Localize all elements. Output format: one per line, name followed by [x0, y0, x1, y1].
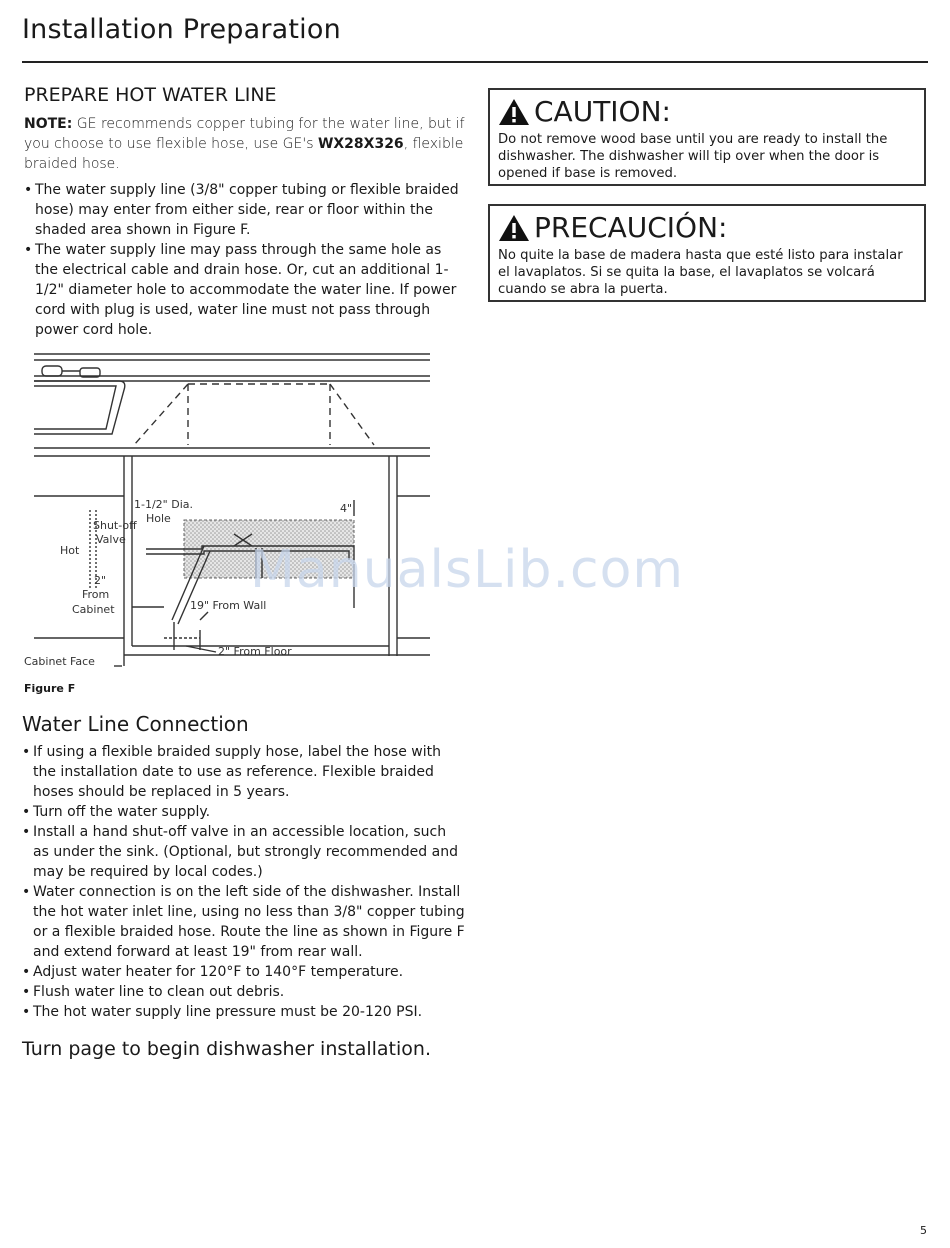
page-title: Installation Preparation: [22, 14, 341, 45]
label-from: From: [82, 588, 110, 601]
water-line-section: [22, 712, 466, 1022]
label-from-floor: 2" From Floor: [218, 645, 292, 658]
precaucion-box: [488, 204, 926, 302]
note-text-2: , flexible braided hose.: [24, 136, 464, 172]
warning-triangle-icon: [498, 214, 530, 242]
list-item: • The water supply line (3/8" copper tubing or flexible braided hose) may enter from either side, rear or floor within the shaded area shown in Figure F.: [24, 180, 466, 240]
note-part-number: WX28X326: [317, 136, 404, 152]
cabinet-diagram: [24, 350, 434, 672]
list-item: • The water supply line may pass through the same hole as the electrical cable and drain hose. Or, cut an additional 1-1/2" diameter hole to accommodate the water line. If power cord with plug is used, water line must not pass through power cord hole.: [24, 240, 466, 340]
label-cabinet: Cabinet: [72, 603, 115, 616]
list-item: • Flush water line to clean out debris.: [22, 982, 466, 1002]
note-text-1: GE recommends copper tubing for the water line, but if you choose to use flexible hose, use GE's: [24, 116, 465, 152]
list-item: • Install a hand shut-off valve in an accessible location, such as under the sink. (Optional, but strongly recommended and may be required by local codes.): [22, 822, 466, 882]
label-valve: Valve: [96, 533, 126, 546]
caution-header: [498, 94, 916, 130]
label-four-inch: 4": [340, 502, 353, 515]
title-rule: [22, 61, 928, 63]
caution-title: CAUTION:: [534, 95, 671, 128]
water-line-heading: Water Line Connection: [22, 712, 249, 736]
label-hole: Hole: [146, 512, 171, 525]
prepare-section: [24, 84, 466, 340]
label-two-inch: 2": [94, 574, 107, 587]
precaucion-header: [498, 210, 916, 246]
figure-f-diagram: [24, 350, 434, 672]
list-item: • Water connection is on the left side of the dishwasher. Install the hot water inlet line, using no less than 3/8" copper tubing or a flexible braided hose. Route the line as shown in Figure F and extend forward at least 19" from rear wall.: [22, 882, 466, 962]
precaucion-title: PRECAUCIÓN:: [534, 211, 728, 244]
label-hot: Hot: [60, 544, 80, 557]
figure-caption: Figure F: [24, 682, 76, 695]
list-item: • The hot water supply line pressure must be 20-120 PSI.: [22, 1002, 466, 1022]
page-number: 5: [920, 1224, 927, 1237]
prepare-bullets: [24, 180, 466, 340]
precaucion-text: No quite la base de madera hasta que esté listo para instalar el lavaplatos. Si se quita la base, el lavaplatos se volcará cuando se abra la puerta.: [498, 248, 903, 297]
note-label: NOTE:: [24, 116, 73, 132]
list-item: • If using a flexible braided supply hose, label the hose with the installation date to use as reference. Flexible braided hoses should be replaced in 5 years.: [22, 742, 466, 802]
closing-instruction: Turn page to begin dishwasher installation.: [22, 1038, 431, 1060]
list-item: • Turn off the water supply.: [22, 802, 466, 822]
label-shutoff: Shut-off: [93, 519, 137, 532]
caution-box: [488, 88, 926, 186]
label-cabinet-face: Cabinet Face: [24, 655, 95, 668]
list-item: • Adjust water heater for 120°F to 140°F temperature.: [22, 962, 466, 982]
watermark: ManualsLib.com: [250, 540, 685, 600]
label-from-wall: 19" From Wall: [190, 599, 267, 612]
water-line-bullets: [22, 742, 466, 1022]
warning-triangle-icon: [498, 98, 530, 126]
caution-text: Do not remove wood base until you are ready to install the dishwasher. The dishwasher will tip over when the door is opened if base is removed.: [498, 132, 888, 181]
prepare-note: [24, 114, 466, 174]
prepare-heading: PREPARE HOT WATER LINE: [24, 84, 277, 106]
label-hole-dia: 1-1/2" Dia.: [134, 498, 193, 511]
